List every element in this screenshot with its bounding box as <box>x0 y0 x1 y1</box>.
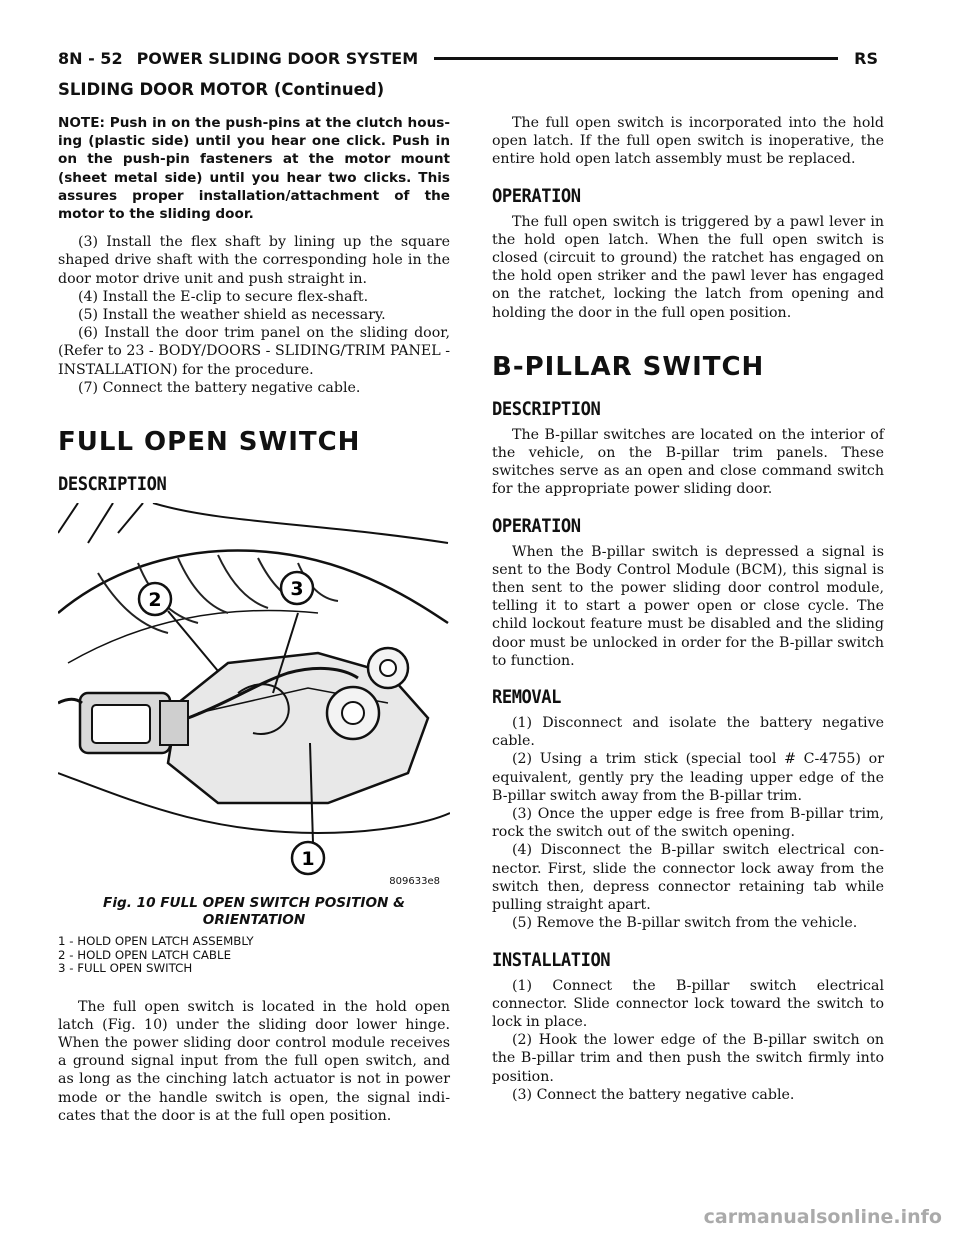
installation-step: (2) Hook the lower edge of the B-pillar switch on the B-pillar trim and then push the switch firmly into position. <box>492 1032 884 1085</box>
legend-item: 3 - FULL OPEN SWITCH <box>58 961 193 976</box>
description-heading: DESCRIPTION <box>58 473 167 496</box>
b-pillar-switch-heading: B-PILLAR SWITCH <box>492 351 765 382</box>
figure-code: 809633e8 <box>389 876 440 888</box>
callout-1-label: 1 <box>301 848 315 871</box>
figure-full-open-switch <box>58 503 450 893</box>
bpillar-operation-heading: OPERATION <box>492 514 581 537</box>
right-column <box>492 114 884 1104</box>
step: (6) Install the door trim panel on the sliding door, (Refer to 23 - BODY/DOORS - SLIDING/TRIM PANEL - INSTALLATION) for the procedure. <box>58 325 450 378</box>
section-title: POWER SLIDING DOOR SYSTEM <box>136 48 419 68</box>
note: NOTE: Push in on the push-pins at the clutch housing (plastic side) until you hear one click. Push in on the push-pin fasteners at the motor mount (sheet metal side) until you hear two clicks. This assures proper installation/attachment of the motor to the sliding door. <box>58 115 450 223</box>
watermark: carmanualsonline.info <box>703 1206 942 1228</box>
step: (3) Install the flex shaft by lining up the square shaped drive shaft with the corresponding hole in the door motor drive unit and push straight in. <box>58 234 450 287</box>
legend-item: 2 - HOLD OPEN LATCH CABLE <box>58 947 232 962</box>
removal-step: (3) Once the upper edge is free from B-pillar trim, rock the switch out of the switch opening. <box>492 806 884 841</box>
callout-2-label: 2 <box>148 589 162 612</box>
figure-caption: Fig. 10 FULL OPEN SWITCH POSITION & ORIENTATION <box>103 895 405 929</box>
installation-heading: INSTALLATION <box>492 948 611 971</box>
operation-text: The full open switch is triggered by a pawl lever in the hold open latch. When the full open switch is closed (circuit to ground) the ratchet has engaged on the hold open striker and the pawl lever has engaged on the ratchet, locking the latch from opening and holding the door in the full open position. <box>492 213 884 321</box>
removal-step: (1) Disconnect and isolate the battery negative cable. <box>492 715 884 750</box>
bpillar-description-heading: DESCRIPTION <box>492 397 601 420</box>
callout-3-label: 3 <box>290 578 304 601</box>
bpillar-operation-text: When the B-pillar switch is depressed a signal is sent to the Body Control Module (BCM), this signal is then sent to the power sliding door control module, telling it to start a power open or close cycle. The child lockout feature must be disabled and the sliding door must be unlocked in order for the B-pillar switch to function. <box>492 543 884 669</box>
figure-legend <box>58 935 450 976</box>
model-code: RS <box>854 48 878 68</box>
installation-step: (3) Connect the battery negative cable. <box>512 1086 795 1103</box>
removal-heading: REMOVAL <box>492 686 561 709</box>
step: (7) Connect the battery negative cable. <box>78 379 361 396</box>
page-header <box>58 44 878 72</box>
installation-step: (1) Connect the B-pillar switch electrical connector. Slide connector lock toward the switch to lock in place. <box>492 977 884 1030</box>
operation-heading: OPERATION <box>492 184 581 207</box>
step: (5) Install the weather shield as necessary. <box>78 307 386 324</box>
removal-step: (2) Using a trim stick (special tool # C-4755) or equivalent, gently pry the leading upper edge of the B-pillar switch away from the B-pillar trim. <box>492 751 884 804</box>
full-open-switch-heading: FULL OPEN SWITCH <box>58 427 361 458</box>
header-rule <box>434 57 838 60</box>
description-text: The full open switch is located in the hold open latch (Fig. 10) under the sliding door lower hinge. When the power sliding door control module receives a ground signal input from the full open switch, and as long as the cinching latch actuator is not in power mode or the handle switch is open, the signal indicates that the door is at the full open position. <box>58 998 450 1124</box>
step: (4) Install the E-clip to secure flex-shaft. <box>78 288 369 305</box>
removal-step: (5) Remove the B-pillar switch from the vehicle. <box>512 915 858 932</box>
continued-title: SLIDING DOOR MOTOR (Continued) <box>58 80 385 99</box>
removal-step: (4) Disconnect the B-pillar switch electrical connector. First, slide the connector lock away from the switch then, depress connector retaining tab while pulling straight apart. <box>492 842 884 914</box>
intro-text: The full open switch is incorporated into the hold open latch. If the full open switch is inoperative, the entire hold open latch assembly must be replaced. <box>492 115 884 168</box>
latch-illustration <box>58 503 450 893</box>
legend-item: 1 - HOLD OPEN LATCH ASSEMBLY <box>58 934 254 949</box>
left-column <box>58 114 450 1125</box>
bpillar-description-text: The B-pillar switches are located on the interior of the vehicle, on the B-pillar trim panels. These switches serve as an open and close command switch for the appropriate power sliding door. <box>492 426 884 498</box>
page-number: 8N - 52 <box>58 48 123 68</box>
